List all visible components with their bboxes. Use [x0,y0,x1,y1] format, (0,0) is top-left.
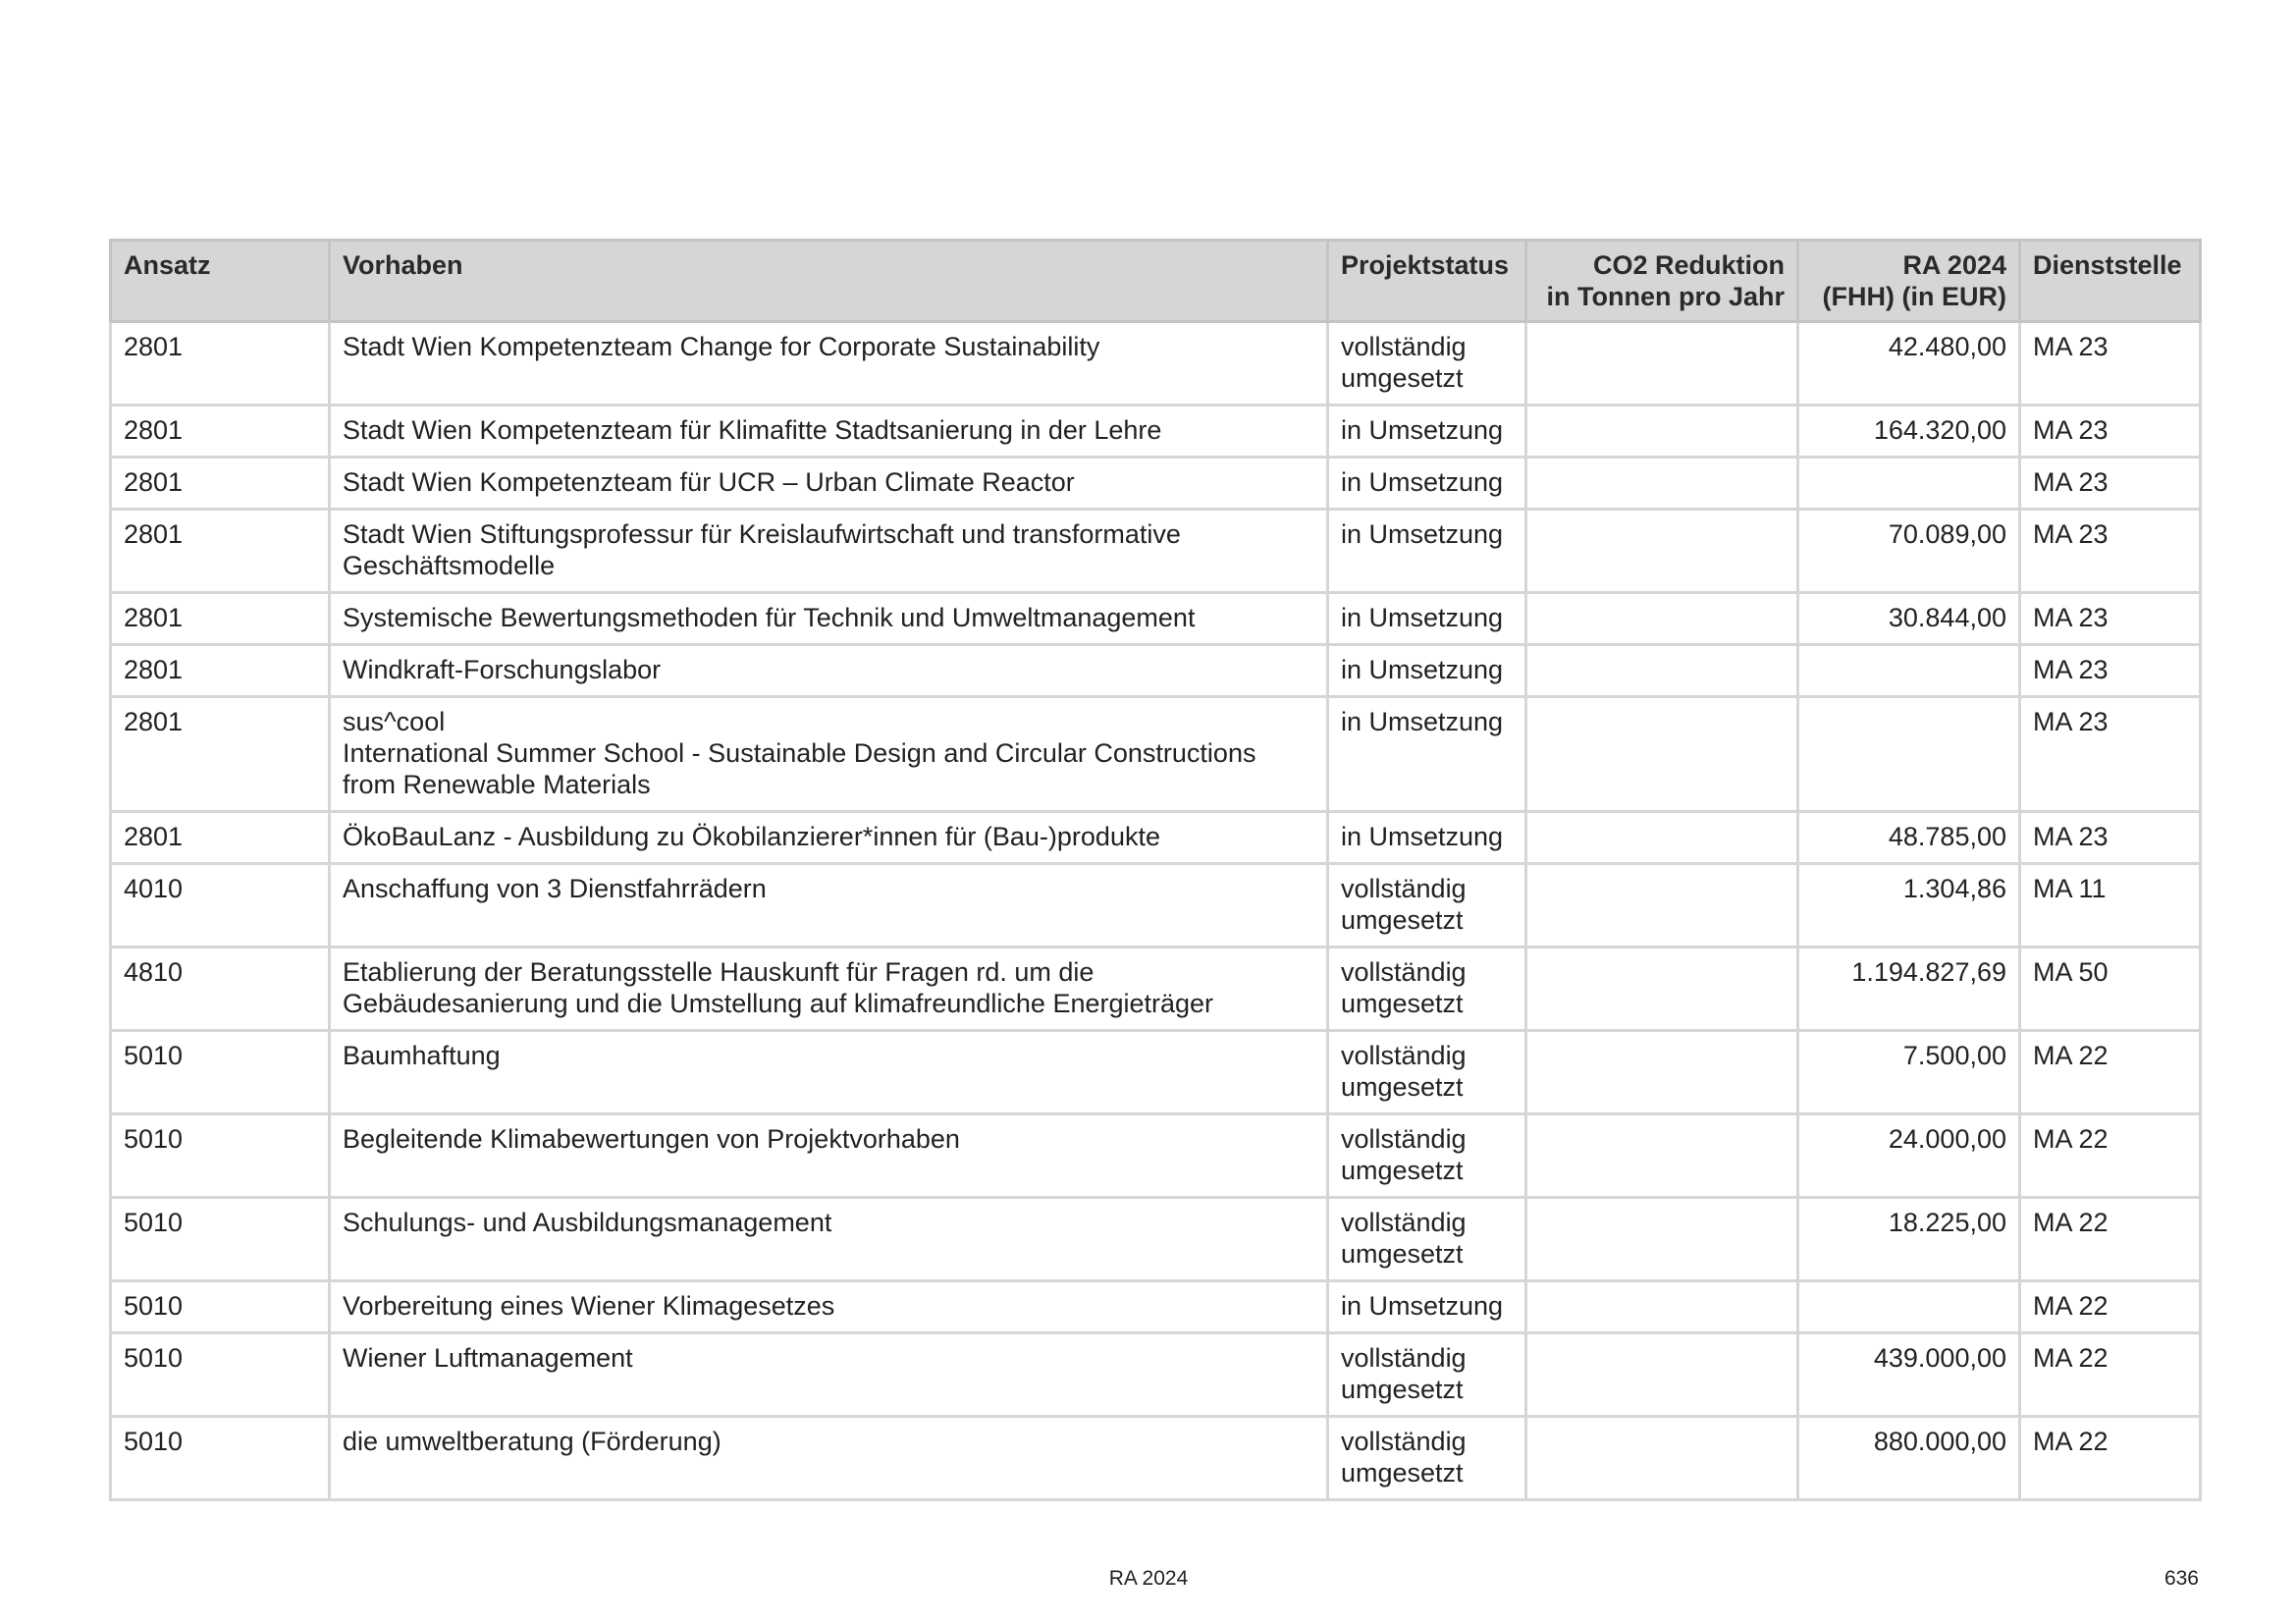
table-row [111,322,2201,406]
page-number: 636 [2163,1567,2199,1590]
cell-dienststelle: MA 23 [2020,645,2201,697]
cell-projektstatus: vollständig umgesetzt [1328,1198,1526,1281]
cell-projektstatus: vollständig umgesetzt [1328,1114,1526,1198]
cell-ra: 24.000,00 [1798,1114,2020,1198]
cell-co2 [1526,1031,1798,1114]
header-projektstatus: Projektstatus [1328,241,1526,322]
cell-vorhaben: ÖkoBauLanz - Ausbildung zu Ökobilanzierer*innen für (Bau-)produkte [330,812,1328,864]
cell-co2 [1526,1198,1798,1281]
cell-co2 [1526,812,1798,864]
table-row [111,593,2201,645]
cell-ra: 1.194.827,69 [1798,947,2020,1031]
cell-ansatz: 2801 [111,697,330,812]
cell-projektstatus: in Umsetzung [1328,406,1526,458]
cell-dienststelle: MA 11 [2020,864,2201,947]
cell-projektstatus: in Umsetzung [1328,812,1526,864]
cell-dienststelle: MA 23 [2020,322,2201,406]
cell-projektstatus: in Umsetzung [1328,510,1526,593]
cell-ra [1798,458,2020,510]
cell-ansatz: 5010 [111,1031,330,1114]
cell-co2 [1526,1281,1798,1333]
table-row [111,947,2201,1031]
cell-dienststelle: MA 22 [2020,1114,2201,1198]
table-row [111,812,2201,864]
cell-vorhaben: Stadt Wien Stiftungsprofessur für Kreislaufwirtschaft und transformative Geschäftsmodelle [330,510,1328,593]
cell-ra [1798,697,2020,812]
cell-vorhaben: Vorbereitung eines Wiener Klimagesetzes [330,1281,1328,1333]
cell-co2 [1526,697,1798,812]
cell-co2 [1526,864,1798,947]
cell-vorhaben: sus^cool International Summer School - Sustainable Design and Circular Constructions from Renewable Materials [330,697,1328,812]
table-row [111,1031,2201,1114]
cell-ra: 48.785,00 [1798,812,2020,864]
cell-vorhaben: Anschaffung von 3 Dienstfahrrädern [330,864,1328,947]
cell-co2 [1526,406,1798,458]
cell-dienststelle: MA 23 [2020,697,2201,812]
cell-projektstatus: vollständig umgesetzt [1328,1417,1526,1500]
cell-ansatz: 5010 [111,1281,330,1333]
cell-co2 [1526,1114,1798,1198]
cell-ansatz: 2801 [111,812,330,864]
cell-vorhaben: Systemische Bewertungsmethoden für Technik und Umweltmanagement [330,593,1328,645]
projects-table [109,239,2202,1501]
cell-vorhaben: die umweltberatung (Förderung) [330,1417,1328,1500]
cell-ansatz: 5010 [111,1198,330,1281]
table-row [111,1281,2201,1333]
cell-co2 [1526,1333,1798,1417]
cell-vorhaben: Wiener Luftmanagement [330,1333,1328,1417]
cell-dienststelle: MA 22 [2020,1031,2201,1114]
cell-vorhaben: Stadt Wien Kompetenzteam für UCR – Urban Climate Reactor [330,458,1328,510]
table-row [111,1333,2201,1417]
cell-ansatz: 5010 [111,1114,330,1198]
cell-ansatz: 2801 [111,510,330,593]
cell-co2 [1526,1417,1798,1500]
cell-ra: 880.000,00 [1798,1417,2020,1500]
cell-ra: 7.500,00 [1798,1031,2020,1114]
cell-projektstatus: in Umsetzung [1328,697,1526,812]
header-ra-2024: RA 2024 (FHH) (in EUR) [1798,241,2020,322]
cell-projektstatus: vollständig umgesetzt [1328,322,1526,406]
cell-ra: 18.225,00 [1798,1198,2020,1281]
table-row [111,406,2201,458]
cell-ra: 164.320,00 [1798,406,2020,458]
table-row [111,864,2201,947]
cell-vorhaben: Stadt Wien Kompetenzteam für Klimafitte Stadtsanierung in der Lehre [330,406,1328,458]
cell-co2 [1526,322,1798,406]
cell-ra: 439.000,00 [1798,1333,2020,1417]
cell-ra: 1.304,86 [1798,864,2020,947]
cell-ansatz: 2801 [111,645,330,697]
cell-ra: 30.844,00 [1798,593,2020,645]
cell-ansatz: 2801 [111,458,330,510]
cell-vorhaben: Baumhaftung [330,1031,1328,1114]
cell-ansatz: 4010 [111,864,330,947]
cell-vorhaben: Windkraft-Forschungslabor [330,645,1328,697]
table-row [111,645,2201,697]
cell-dienststelle: MA 22 [2020,1281,2201,1333]
header-ansatz: Ansatz [111,241,330,322]
cell-ansatz: 4810 [111,947,330,1031]
cell-projektstatus: in Umsetzung [1328,593,1526,645]
cell-ansatz: 2801 [111,593,330,645]
cell-dienststelle: MA 22 [2020,1198,2201,1281]
cell-vorhaben: Etablierung der Beratungsstelle Hauskunft für Fragen rd. um die Gebäudesanierung und die Umstellung auf klimafreundliche Energieträger [330,947,1328,1031]
cell-projektstatus: vollständig umgesetzt [1328,1031,1526,1114]
cell-dienststelle: MA 23 [2020,458,2201,510]
cell-dienststelle: MA 50 [2020,947,2201,1031]
cell-dienststelle: MA 23 [2020,812,2201,864]
cell-ansatz: 2801 [111,406,330,458]
cell-ra: 42.480,00 [1798,322,2020,406]
cell-projektstatus: vollständig umgesetzt [1328,1333,1526,1417]
footer-document-title: RA 2024 [1108,1567,1189,1590]
cell-dienststelle: MA 23 [2020,406,2201,458]
cell-co2 [1526,593,1798,645]
cell-dienststelle: MA 23 [2020,510,2201,593]
cell-dienststelle: MA 22 [2020,1333,2201,1417]
cell-ra [1798,1281,2020,1333]
cell-vorhaben: Stadt Wien Kompetenzteam Change for Corporate Sustainability [330,322,1328,406]
cell-projektstatus: vollständig umgesetzt [1328,864,1526,947]
cell-ra [1798,645,2020,697]
cell-co2 [1526,645,1798,697]
cell-co2 [1526,510,1798,593]
cell-projektstatus: in Umsetzung [1328,1281,1526,1333]
table-row [111,1198,2201,1281]
cell-dienststelle: MA 23 [2020,593,2201,645]
cell-vorhaben: Schulungs- und Ausbildungsmanagement [330,1198,1328,1281]
header-vorhaben: Vorhaben [330,241,1328,322]
table-row [111,458,2201,510]
cell-co2 [1526,947,1798,1031]
cell-projektstatus: in Umsetzung [1328,458,1526,510]
data-table-container [109,239,2199,1501]
cell-ansatz: 5010 [111,1417,330,1500]
cell-ansatz: 5010 [111,1333,330,1417]
table-row [111,510,2201,593]
table-row [111,1417,2201,1500]
header-co2-reduktion: CO2 Reduktion in Tonnen pro Jahr [1526,241,1798,322]
cell-ansatz: 2801 [111,322,330,406]
table-row [111,697,2201,812]
cell-projektstatus: vollständig umgesetzt [1328,947,1526,1031]
cell-ra: 70.089,00 [1798,510,2020,593]
header-dienststelle: Dienststelle [2020,241,2201,322]
cell-projektstatus: in Umsetzung [1328,645,1526,697]
cell-dienststelle: MA 22 [2020,1417,2201,1500]
cell-vorhaben: Begleitende Klimabewertungen von Projektvorhaben [330,1114,1328,1198]
table-header-row [111,241,2201,322]
cell-co2 [1526,458,1798,510]
table-row [111,1114,2201,1198]
